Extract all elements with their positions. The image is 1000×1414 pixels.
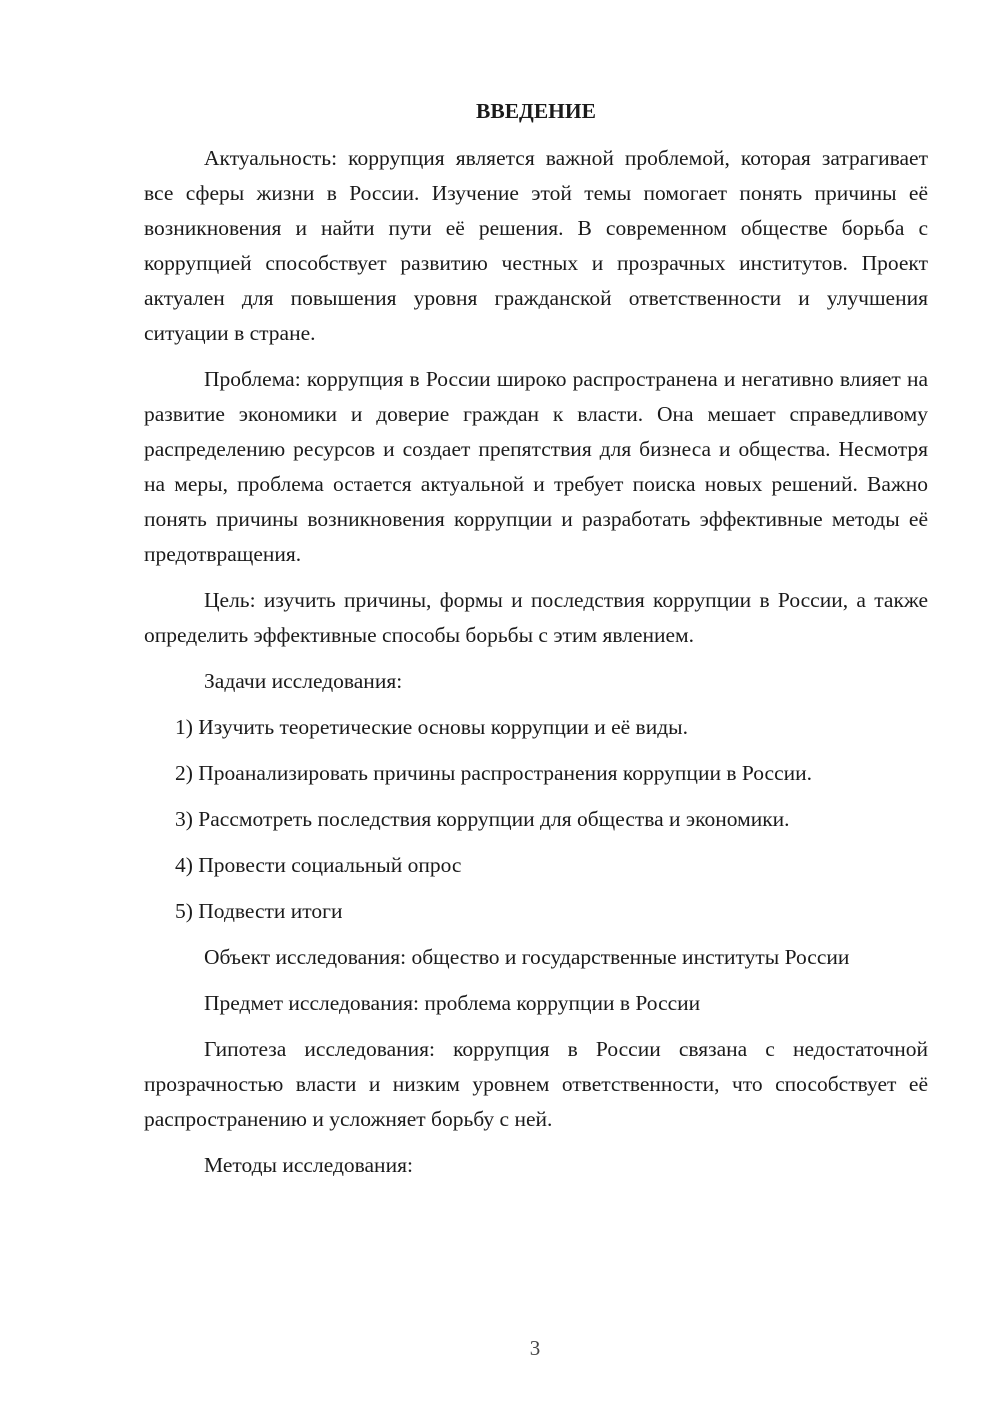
methods-heading: Методы исследования: (204, 1153, 413, 1177)
paragraph-relevance: Актуальность: коррупция является важной проблемой, которая затрагивает все сферы жизни в России. Изучение этой темы помогает понять причины её возникновения и найти пути её решения. В современном обществе борьба с коррупцией способствует развитию честных и прозрачных институтов. Проект актуален для повышения уровня гражданской ответственности и улучшения ситуации в стране. (144, 146, 928, 345)
list-item: 2) Проанализировать причины распространения коррупции в России. (175, 761, 813, 785)
list-item: 5) Подвести итоги (175, 899, 343, 923)
paragraph-subject: Предмет исследования: проблема коррупции в России (204, 991, 701, 1015)
list-item: 3) Рассмотреть последствия коррупции для общества и экономики. (175, 807, 790, 831)
section-title: ВВЕДЕНИЕ (476, 99, 596, 123)
page-number: 3 (529, 1336, 541, 1360)
list-item: 1) Изучить теоретические основы коррупции и её виды. (175, 715, 688, 739)
paragraph-hypothesis: Гипотеза исследования: коррупция в России связана с недостаточной прозрачностью власти и низким уровнем ответственности, что способствует её распространению и усложняет борьбу с ней. (144, 1037, 928, 1131)
tasks-heading: Задачи исследования: (204, 669, 403, 693)
tasks-list (144, 710, 928, 929)
paragraph-object: Объект исследования: общество и государственные институты России (204, 945, 850, 969)
page-content (144, 94, 928, 1194)
paragraph-problem: Проблема: коррупция в России широко распространена и негативно влияет на развитие экономики и доверие граждан к власти. Она мешает справедливому распределению ресурсов и создает препятствия для бизнеса и общества. Несмотря на меры, проблема остается актуальной и требует поиска новых решений. Важно понять причины возникновения коррупции и разработать эффективные методы её предотвращения. (144, 367, 928, 566)
paragraph-goal: Цель: изучить причины, формы и последствия коррупции в России, а также определить эффективные способы борьбы с этим явлением. (144, 588, 928, 647)
list-item: 4) Провести социальный опрос (175, 853, 462, 877)
